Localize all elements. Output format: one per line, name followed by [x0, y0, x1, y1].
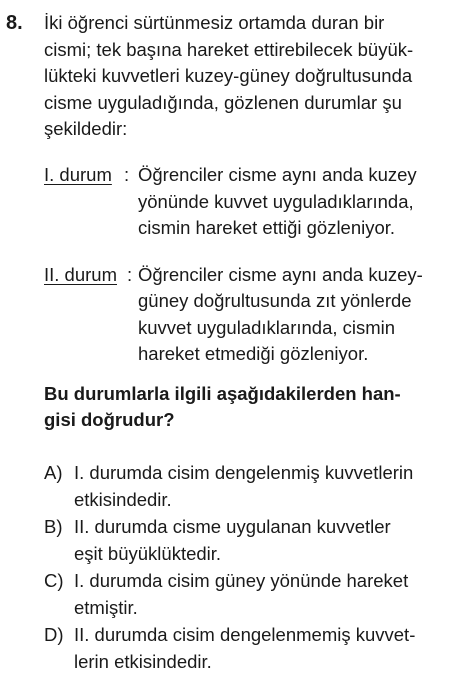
stem-line: lükteki kuvvetleri kuzey-güney doğrultusunda	[44, 65, 413, 86]
case-label-colon: :	[127, 264, 133, 285]
case-label-colon: :	[124, 164, 130, 185]
option-b-text[interactable]: II. durumda cisme uygulanan kuvvetler	[74, 516, 391, 537]
option-c-text[interactable]: etmiştir.	[74, 597, 138, 618]
option-d-text[interactable]: II. durumda cisim dengelenmemiş kuvvet-	[74, 624, 416, 645]
stem-line: cisme uyguladığında, gözlenen durumlar şu	[44, 92, 402, 113]
case-line: Öğrenciler cisme aynı anda kuzey	[138, 164, 417, 185]
option-d-text[interactable]: lerin etkisindedir.	[74, 651, 212, 672]
case-label: I. durum	[44, 164, 112, 185]
option-d-letter[interactable]: D)	[44, 624, 64, 645]
case-line: cismin hareket ettiği gözleniyor.	[138, 217, 396, 238]
option-b-letter[interactable]: B)	[44, 516, 63, 537]
option-a-text[interactable]: I. durumda cisim dengelenmiş kuvvetlerin	[74, 462, 414, 483]
question-prompt: gisi doğrudur?	[44, 409, 175, 430]
option-c-text[interactable]: I. durumda cisim güney yönünde hareket	[74, 570, 409, 591]
case-line: yönünde kuvvet uyguladıklarında,	[138, 191, 414, 212]
case-label: II. durum	[44, 264, 117, 285]
case-line: kuvvet uyguladıklarında, cismin	[138, 317, 396, 338]
stem-line: İki öğrenci sürtünmesiz ortamda duran bir	[44, 12, 385, 33]
option-b-text[interactable]: eşit büyüklüktedir.	[74, 543, 222, 564]
case-line: güney doğrultusunda zıt yönlerde	[138, 290, 412, 311]
stem-line: cismi; tek başına hareket ettirebilecek büyük-	[44, 39, 414, 60]
case-line: hareket etmediği gözleniyor.	[138, 343, 369, 364]
option-c-letter[interactable]: C)	[44, 570, 64, 591]
option-a-text[interactable]: etkisindedir.	[74, 489, 172, 510]
option-a-letter[interactable]: A)	[44, 462, 63, 483]
case-line: Öğrenciler cisme aynı anda kuzey-	[138, 264, 423, 285]
question-number: 8.	[6, 12, 23, 34]
stem-line: şekildedir:	[44, 118, 128, 139]
question-prompt: Bu durumlarla ilgili aşağıdakilerden han-	[44, 383, 401, 404]
